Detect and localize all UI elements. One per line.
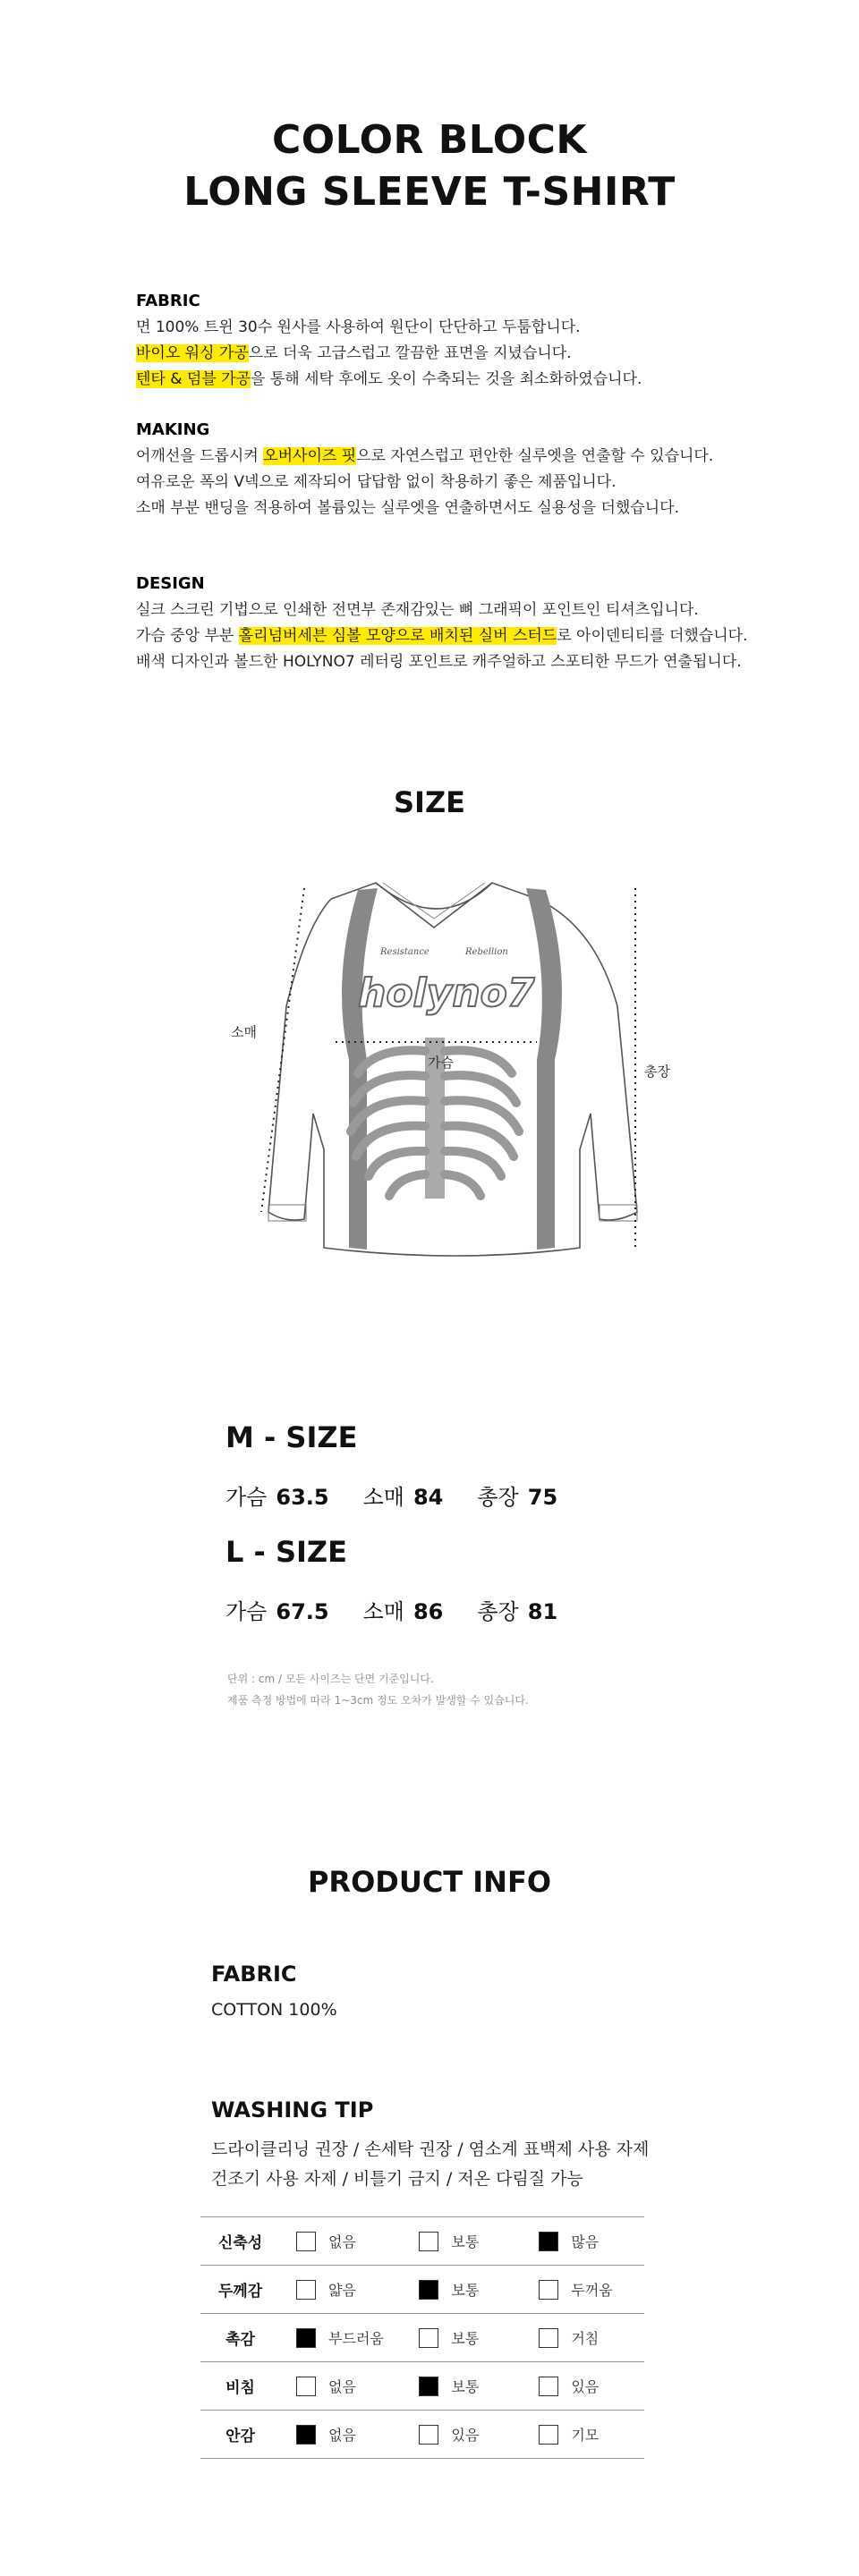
chart-row-label: 신축성 bbox=[200, 2217, 280, 2266]
chart-option bbox=[403, 2314, 523, 2362]
chart-option bbox=[523, 2314, 644, 2362]
chart-option-label: 많음 bbox=[571, 2233, 600, 2250]
product-info-title: PRODUCT INFO bbox=[307, 1865, 552, 1899]
fabric-highlight-1: 바이오 워싱 가공 bbox=[136, 344, 249, 362]
chart-option-label: 기모 bbox=[571, 2427, 600, 2444]
chart-option bbox=[403, 2411, 523, 2459]
script-right: Rebellion bbox=[465, 947, 508, 957]
size-m-length-label: 총장 bbox=[477, 1485, 519, 1510]
chart-row-label: 촉감 bbox=[200, 2314, 280, 2362]
chart-option-label: 있음 bbox=[571, 2378, 600, 2395]
design-section bbox=[136, 572, 780, 675]
size-m-chest: 63.5 bbox=[276, 1485, 329, 1510]
design-line-2 bbox=[136, 623, 780, 649]
making-section bbox=[136, 419, 780, 521]
chart-row-label: 비침 bbox=[200, 2362, 280, 2411]
tshirt-illustration bbox=[224, 872, 689, 1266]
washing-tip-line-2: 건조기 사용 자제 / 비틀기 금지 / 저온 다림질 가능 bbox=[211, 2169, 583, 2189]
checkbox-checked bbox=[296, 2425, 316, 2445]
chart-option-label: 부드러움 bbox=[328, 2330, 384, 2347]
checkbox-empty bbox=[539, 2328, 558, 2348]
design-heading: DESIGN bbox=[136, 574, 205, 593]
checkbox-checked bbox=[419, 2377, 438, 2396]
size-l-length: 81 bbox=[527, 1599, 558, 1624]
fabric-section bbox=[136, 290, 780, 393]
chart-option-label: 있음 bbox=[451, 2427, 480, 2444]
chart-row bbox=[200, 2362, 644, 2411]
design-highlight: 홀리넘버세븐 심볼 모양으로 배치된 실버 스터드 bbox=[238, 627, 557, 645]
design-line-3: 배색 디자인과 볼드한 HOLYNO7 레터링 포인트로 캐주얼하고 스포티한 무드가 연출됩니다. bbox=[136, 653, 742, 671]
fabric-line-3-text: 을 통해 세탁 후에도 옷이 수축되는 것을 최소화하였습니다. bbox=[251, 370, 642, 388]
making-line-3: 소매 부분 밴딩을 적용하여 볼륨있는 실루엣을 연출하면서도 실용성을 더했습니다. bbox=[136, 499, 679, 517]
design-line-2-text: 로 아이덴티티를 더했습니다. bbox=[557, 627, 748, 645]
chart-row-label: 두께감 bbox=[200, 2266, 280, 2314]
size-m-heading: M - SIZE bbox=[225, 1420, 358, 1454]
chart-body bbox=[200, 2217, 644, 2459]
chart-row bbox=[200, 2217, 644, 2266]
size-m-sleeve: 84 bbox=[412, 1485, 444, 1510]
washing-tip-line-1: 드라이클리닝 권장 / 손세탁 권장 / 염소계 표백제 사용 자제 bbox=[211, 2140, 650, 2159]
label-sleeve: 소매 bbox=[231, 1024, 257, 1040]
chart-row bbox=[200, 2266, 644, 2314]
fabric-line-2 bbox=[136, 341, 780, 367]
chart-row-label: 안감 bbox=[200, 2411, 280, 2459]
chart-option-label: 두꺼움 bbox=[571, 2282, 613, 2299]
making-line-2: 여유로운 폭의 V넥으로 제작되어 답답함 없이 착용하기 좋은 제품입니다. bbox=[136, 473, 617, 491]
chart-option-label: 보통 bbox=[451, 2378, 480, 2395]
label-chest: 가슴 bbox=[428, 1055, 454, 1071]
checkbox-empty bbox=[296, 2280, 316, 2300]
size-m-chest-label: 가슴 bbox=[225, 1485, 268, 1510]
size-l-chest-label: 가슴 bbox=[225, 1599, 268, 1624]
chart-option-label: 보통 bbox=[451, 2282, 480, 2299]
title-line-1: COLOR BLOCK bbox=[271, 117, 588, 163]
chart-option bbox=[280, 2266, 403, 2314]
title-line-2: LONG SLEEVE T-SHIRT bbox=[183, 169, 676, 215]
chart-row bbox=[200, 2411, 644, 2459]
checkbox-empty bbox=[296, 2377, 316, 2396]
size-l-heading: L - SIZE bbox=[225, 1535, 347, 1569]
checkbox-empty bbox=[419, 2232, 438, 2251]
size-m-sleeve-label: 소매 bbox=[362, 1485, 404, 1510]
chart-option bbox=[523, 2362, 644, 2411]
size-l-row bbox=[225, 1594, 591, 1625]
size-diagram bbox=[224, 872, 689, 1266]
label-length: 총장 bbox=[644, 1063, 670, 1080]
chart-option bbox=[280, 2314, 403, 2362]
chart-option bbox=[403, 2266, 523, 2314]
chart-option bbox=[523, 2217, 644, 2266]
chart-option bbox=[280, 2217, 403, 2266]
making-highlight: 오버사이즈 핏 bbox=[263, 447, 357, 465]
size-title: SIZE bbox=[393, 785, 465, 819]
size-l-sleeve-label: 소매 bbox=[362, 1599, 404, 1624]
product-fabric-heading: FABRIC bbox=[211, 1962, 297, 1987]
making-heading: MAKING bbox=[136, 420, 210, 439]
chart-option-label: 없음 bbox=[328, 2233, 356, 2250]
product-fabric-value: COTTON 100% bbox=[211, 2000, 337, 2020]
holyno7-logo: holyno7 bbox=[358, 970, 535, 1016]
checkbox-empty bbox=[419, 2425, 438, 2445]
checkbox-empty bbox=[296, 2232, 316, 2251]
checkbox-empty bbox=[419, 2328, 438, 2348]
fabric-highlight-2: 텐타 & 덤블 가공 bbox=[136, 370, 251, 388]
making-line-1 bbox=[136, 444, 780, 470]
chart-option-label: 없음 bbox=[328, 2378, 356, 2395]
checkbox-checked bbox=[296, 2328, 316, 2348]
making-line-1-pre: 어깨선을 드롭시켜 bbox=[136, 447, 264, 465]
size-note-1: 단위 : cm / 모든 사이즈는 단면 기준입니다. bbox=[227, 1673, 434, 1685]
chart-option bbox=[403, 2217, 523, 2266]
size-m-length: 75 bbox=[527, 1485, 558, 1510]
making-line-1-text: 으로 자연스럽고 편안한 실루엣을 연출할 수 있습니다. bbox=[356, 447, 714, 465]
checkbox-empty bbox=[539, 2425, 558, 2445]
chart-option bbox=[523, 2266, 644, 2314]
checkbox-checked bbox=[539, 2232, 558, 2251]
chart-option-label: 얇음 bbox=[328, 2282, 356, 2299]
size-note-2: 제품 측정 방법에 따라 1~3cm 정도 오차가 발생할 수 있습니다. bbox=[227, 1694, 529, 1707]
fabric-property-chart bbox=[200, 2216, 644, 2459]
chart-option-label: 없음 bbox=[328, 2427, 356, 2444]
chart-option bbox=[280, 2411, 403, 2459]
fabric-heading: FABRIC bbox=[136, 292, 200, 310]
checkbox-empty bbox=[539, 2377, 558, 2396]
page-title bbox=[0, 114, 859, 218]
size-l-length-label: 총장 bbox=[477, 1599, 519, 1624]
design-line-1: 실크 스크린 기법으로 인쇄한 전면부 존재감있는 뼈 그래픽이 포인트인 티셔츠입니다. bbox=[136, 601, 699, 619]
fabric-line-1: 면 100% 트윈 30수 원사를 사용하여 원단이 단단하고 두툼합니다. bbox=[136, 318, 581, 336]
size-m-row bbox=[225, 1479, 591, 1511]
fabric-line-3 bbox=[136, 367, 780, 393]
washing-tip-heading: WASHING TIP bbox=[211, 2097, 374, 2123]
fabric-line-2-text: 으로 더욱 고급스럽고 깔끔한 표면을 지녔습니다. bbox=[248, 344, 572, 362]
chart-option bbox=[280, 2362, 403, 2411]
script-left: Resistance bbox=[380, 947, 430, 957]
design-line-2-pre: 가슴 중앙 부분 bbox=[136, 627, 239, 645]
chart-option bbox=[523, 2411, 644, 2459]
chart-option-label: 거침 bbox=[571, 2330, 600, 2347]
chart-option-label: 보통 bbox=[451, 2233, 480, 2250]
chart-option-label: 보통 bbox=[451, 2330, 480, 2347]
size-l-sleeve: 86 bbox=[412, 1599, 444, 1624]
chart-option bbox=[403, 2362, 523, 2411]
chart-row bbox=[200, 2314, 644, 2362]
checkbox-empty bbox=[539, 2280, 558, 2300]
checkbox-checked bbox=[419, 2280, 438, 2300]
size-l-chest: 67.5 bbox=[276, 1599, 329, 1624]
